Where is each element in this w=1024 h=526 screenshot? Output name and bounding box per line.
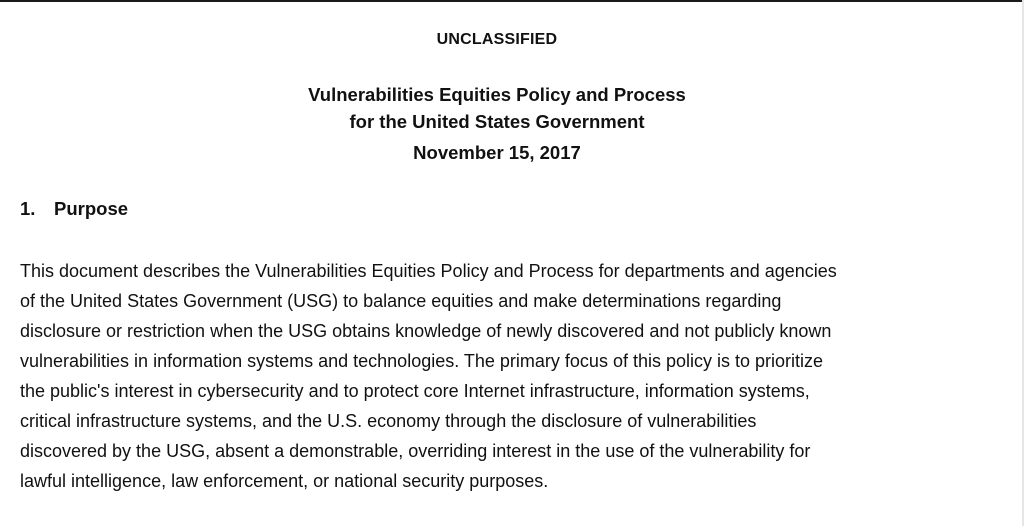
title-line: Vulnerabilities Equities Policy and Process [308, 84, 686, 105]
paragraph-line: vulnerabilities in information systems and technologies. The primary focus of this policy is to prioritize [20, 351, 824, 371]
paragraph-line: of the United States Government (USG) to balance equities and make determinations regarding [20, 291, 782, 311]
top-border-line [0, 0, 1024, 2]
document-date: November 15, 2017 [413, 142, 581, 163]
paragraph-line: This document describes the Vulnerabilities Equities Policy and Process for departments and agencies [20, 261, 837, 281]
paragraph-line: disclosure or restriction when the USG obtains knowledge of newly discovered and not publicly known [20, 321, 832, 341]
paragraph-line: lawful intelligence, law enforcement, or national security purposes. [20, 471, 549, 491]
paragraph-line: the public's interest in cybersecurity and to protect core Internet infrastructure, information systems, [20, 381, 810, 401]
paragraph-line: discovered by the USG, absent a demonstrable, overriding interest in the use of the vulnerability for [20, 441, 811, 461]
section-title: Purpose [54, 198, 129, 219]
section-heading [20, 198, 128, 220]
section-body-paragraph [20, 256, 1010, 496]
title-line: for the United States Government [349, 111, 645, 132]
section-number: 1. [20, 198, 36, 219]
document-title [0, 81, 994, 135]
paragraph-line: critical infrastructure systems, and the U.S. economy through the disclosure of vulnerabilities [20, 411, 757, 431]
classification-marking: UNCLASSIFIED [436, 31, 558, 48]
